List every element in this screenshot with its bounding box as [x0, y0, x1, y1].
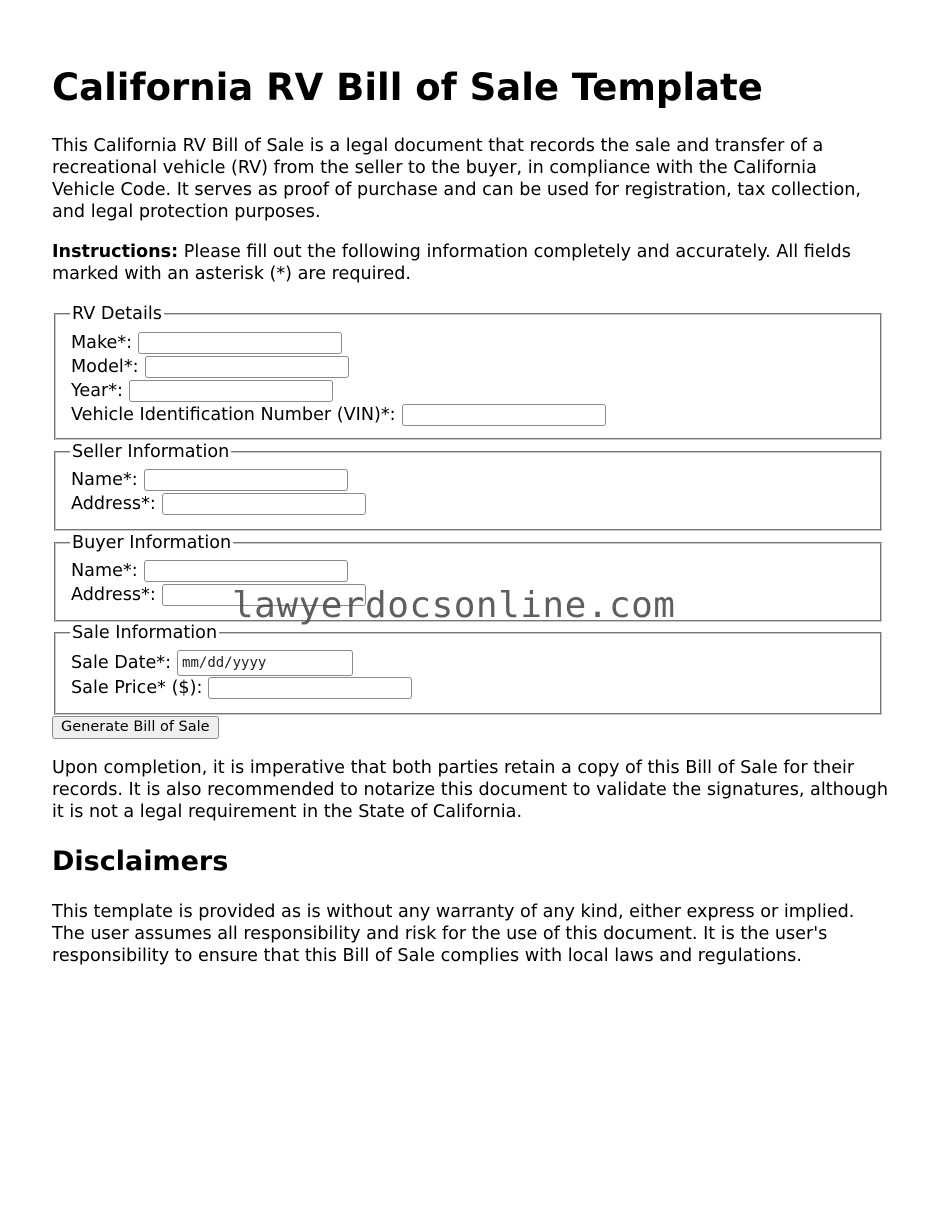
seller-name-row — [71, 468, 880, 492]
seller-name-label: Name*: — [71, 470, 138, 490]
buyer-legend: Buyer Information — [72, 533, 232, 553]
seller-address-row — [71, 492, 880, 516]
disclaimers-heading: Disclaimers — [52, 846, 229, 877]
buyer-address-input[interactable] — [162, 584, 366, 606]
page-title: California RV Bill of Sale Template — [52, 66, 763, 109]
sale-date-input[interactable] — [177, 650, 353, 676]
make-row — [71, 331, 880, 355]
sale-fieldset — [54, 623, 882, 715]
seller-legend: Seller Information — [72, 442, 230, 462]
buyer-name-label: Name*: — [71, 561, 138, 581]
buyer-address-row — [71, 583, 880, 607]
seller-fieldset — [54, 442, 882, 531]
buyer-address-label: Address*: — [71, 585, 156, 605]
model-row — [71, 355, 880, 379]
rv-details-legend: RV Details — [72, 304, 162, 324]
year-row — [71, 379, 880, 403]
disclaimers-paragraph: This template is provided as is without any warranty of any kind, either express or implied. The user assumes all responsibility and risk for the use of this document. It is the user's responsibility to ensure that this Bill of Sale complies with local laws and regulations. — [52, 902, 855, 966]
instructions-paragraph — [52, 241, 884, 285]
model-label: Model*: — [71, 357, 139, 377]
sale-date-label: Sale Date*: — [71, 653, 172, 673]
seller-name-input[interactable] — [144, 469, 348, 491]
intro-paragraph: This California RV Bill of Sale is a legal document that records the sale and transfer of a recreational vehicle (RV) from the seller to the buyer, in compliance with the California Vehicle Code. It serves as proof of purchase and can be used for registration, tax collection, and legal protection purposes. — [52, 136, 861, 222]
generate-bill-button[interactable]: Generate Bill of Sale — [52, 716, 219, 739]
sale-price-row — [71, 676, 880, 700]
vin-label: Vehicle Identification Number (VIN)*: — [71, 405, 396, 425]
vin-row — [71, 403, 880, 427]
buyer-name-row — [71, 559, 880, 583]
year-input[interactable] — [129, 380, 333, 402]
sale-price-input[interactable] — [208, 677, 412, 699]
model-input[interactable] — [145, 356, 349, 378]
outro-paragraph: Upon completion, it is imperative that both parties retain a copy of this Bill of Sale for their records. It is also recommended to notarize this document to validate the signatures, although it is not a legal requirement in the State of California. — [52, 758, 888, 822]
sale-price-label: Sale Price* ($): — [71, 678, 203, 698]
sale-legend: Sale Information — [72, 623, 218, 643]
seller-address-input[interactable] — [162, 493, 366, 515]
make-input[interactable] — [138, 332, 342, 354]
year-label: Year*: — [71, 381, 123, 401]
instructions-label: Instructions: — [52, 242, 179, 262]
make-label: Make*: — [71, 333, 133, 353]
sale-date-row — [71, 650, 880, 676]
rv-details-fieldset — [54, 304, 882, 440]
watermark: lawyerdocsonline.com — [232, 585, 676, 626]
buyer-fieldset — [54, 533, 882, 622]
vin-input[interactable] — [402, 404, 606, 426]
instructions-text: Please fill out the following information completely and accurately. All fields marked with an asterisk (*) are required. — [52, 242, 851, 284]
seller-address-label: Address*: — [71, 494, 156, 514]
buyer-name-input[interactable] — [144, 560, 348, 582]
